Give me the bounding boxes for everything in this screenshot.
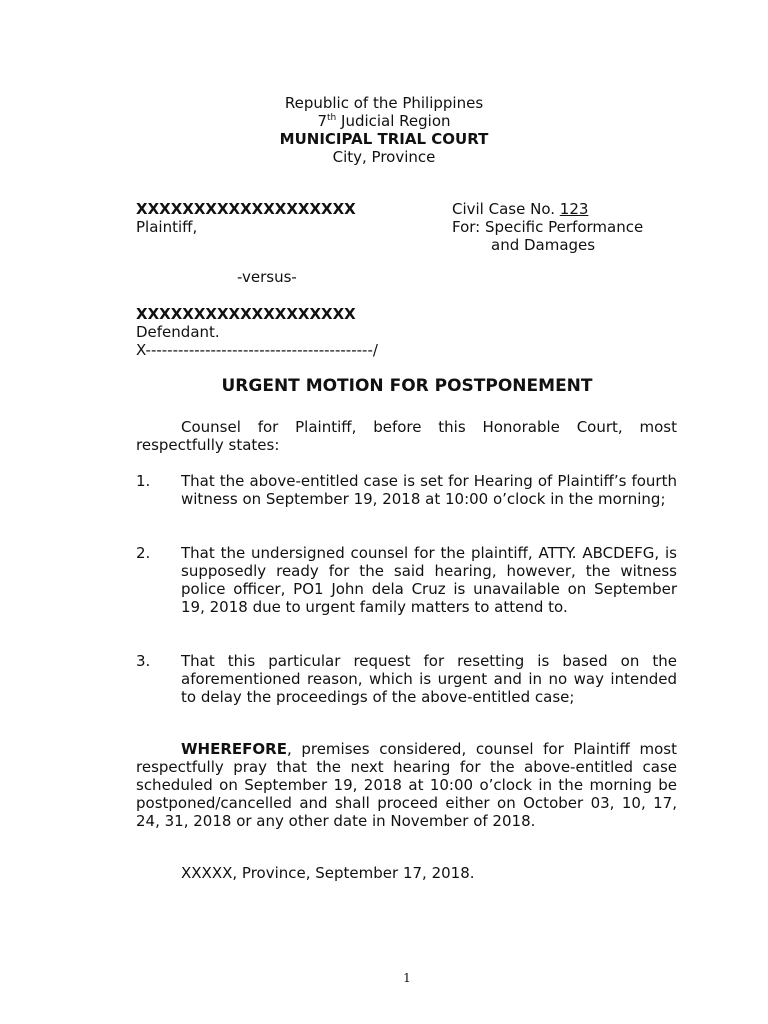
case-nature: For: Specific Performance (452, 218, 644, 236)
item-number: 2. (136, 544, 151, 562)
region-line: 7th Judicial Region (317, 112, 451, 130)
wherefore-keyword: WHEREFORE (181, 740, 287, 758)
plaintiff-name: XXXXXXXXXXXXXXXXXXX (136, 200, 356, 218)
defendant-label: Defendant. (136, 323, 220, 341)
page-number: 1 (403, 971, 411, 985)
motion-title: URGENT MOTION FOR POSTPONEMENT (221, 376, 593, 396)
item-number: 1. (136, 472, 151, 490)
wherefore-paragraph (136, 740, 677, 830)
versus-text: -versus- (237, 268, 297, 286)
item-text: That the above-entitled case is set for Hearing of Plaintiff’s fourth witness on September 19, 2018 at 10:00 o’clock in the morning; (181, 472, 677, 508)
court-name: MUNICIPAL TRIAL COURT (279, 130, 489, 148)
case-number: 123 (559, 200, 589, 218)
item-number: 3. (136, 652, 151, 670)
dateline: XXXXX, Province, September 17, 2018. (181, 864, 475, 882)
wherefore-text: , premises considered, counsel for Plaintiff most respectfully pray that the next hearing for the above-entitled case scheduled on September 19, 2018 at 10:00 o’clock in the morning be postponed/cancelled and shall proceed either on October 03, 10, 17, 24, 31, 2018 or any other date in November of 2018. (136, 740, 677, 830)
item-text: That this particular request for resetting is based on the aforementioned reason, which is urgent and in no way intended to delay the proceedings of the above-entitled case; (181, 652, 677, 706)
case-number-line: Civil Case No. 123 (452, 200, 589, 218)
caption-divider: X------------------------------------------/ (136, 341, 378, 359)
plaintiff-block (136, 200, 436, 236)
republic-line: Republic of the Philippines (284, 94, 484, 112)
court-location: City, Province (332, 148, 436, 166)
defendant-block (136, 305, 456, 359)
item-text: That the undersigned counsel for the plaintiff, ATTY. ABCDEFG, is supposedly ready for the said hearing, however, the witness police officer, PO1 John dela Cruz is unavailable on September 19, 2018 due to urgent family matters to attend to. (181, 544, 677, 616)
plaintiff-label: Plaintiff, (136, 218, 198, 236)
defendant-name: XXXXXXXXXXXXXXXXXXX (136, 305, 356, 323)
court-header (0, 94, 768, 166)
intro-paragraph: Counsel for Plaintiff, before this Honorable Court, most respectfully states: (136, 418, 677, 454)
case-info-block (452, 200, 692, 254)
case-nature-cont: and Damages (491, 236, 596, 254)
